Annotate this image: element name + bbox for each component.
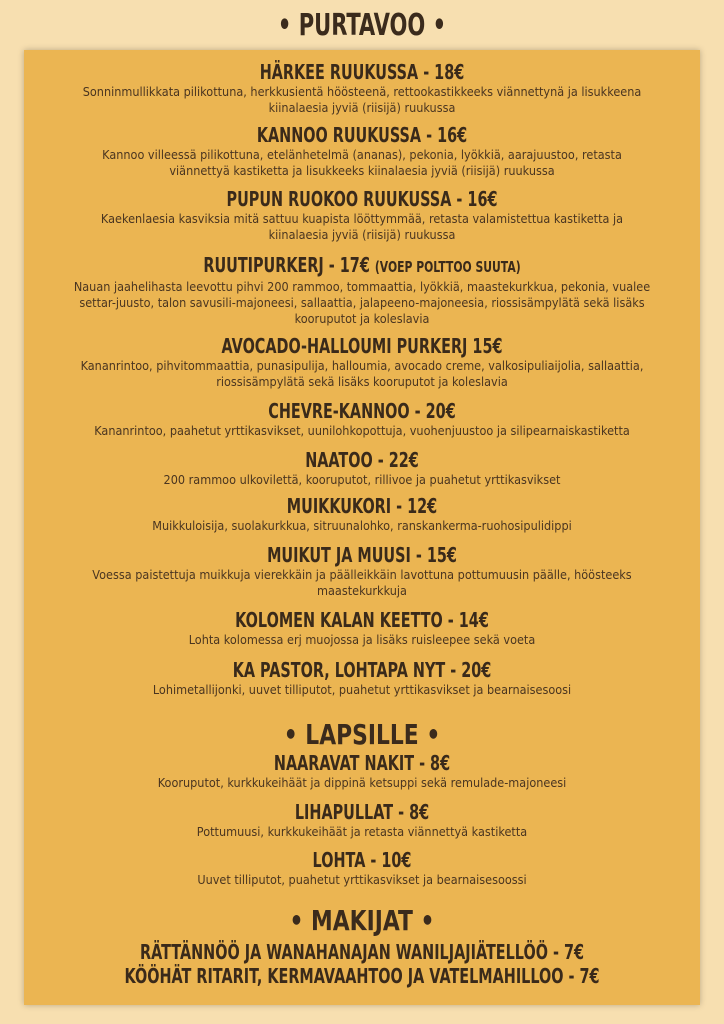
menu-item <box>24 253 700 327</box>
menu-title-purtavoo: • PURTAVOO • <box>277 8 447 43</box>
menu-item <box>24 800 700 840</box>
item-name: KANNOO RUUKUSSA - 16€ <box>256 123 468 147</box>
menu-item <box>24 448 700 488</box>
item-name <box>119 253 606 279</box>
item-description: Kannoo villeessä pilikottuna, etelänhetelmä (ananas), pekonia, lyökkiä, aarajuustoo, retasta viännettyä kastiketta ja lisukkeeks kiinalaesia jyviä (riisijä) ruukussa <box>102 148 622 178</box>
item-name: AVOCADO-HALLOUMI PURKERJ 15€ <box>221 334 503 358</box>
item-name: MUIKUT JA MUUSI - 15€ <box>267 543 457 567</box>
menu-item <box>24 964 700 988</box>
menu-panel <box>24 50 700 1005</box>
item-description: Muikkuloisija, suolakurkkua, sitruunalohko, ranskankerma-ruohosipulidippi <box>152 519 572 533</box>
section-title-lapsille: • LAPSILLE • <box>283 718 441 751</box>
item-name-text: RUUTIPURKERJ - 17€ <box>203 253 375 277</box>
item-description: Kooruputot, kurkkukeihäät ja dippinä ketsuppi sekä remulade-majoneesi <box>157 776 567 790</box>
item-description: Uuvet tilliputot, puahetut yrttikasvikset ja bearnaisesoossi <box>197 873 527 887</box>
item-description: Lohta kolomessa erj muojossa ja lisäks ruisleepee sekä voeta <box>188 633 536 647</box>
item-name: HÄRKEE RUUKUSSA - 18€ <box>259 60 465 84</box>
item-description: Nauan jaahelihasta leevottu pihvi 200 rammoo, tommaattia, lyökkiä, maastekurkkua, pekonia, vualee settar-juusto, talon savusili-majoneesi, sallaattia, jalapeeno-majoneesia, riossisämpylätä sekä lisäks kooruputot ja koleslavia <box>73 280 651 326</box>
item-description: Sonninmullikkata pilikottuna, herkkusientä höösteenä, rettookastikkeeks viännettynä ja lisukkeena kiinalaesia jyviä (riisijä) ruukussa <box>82 85 642 115</box>
item-name: NAATOO - 22€ <box>305 448 419 472</box>
menu-item <box>24 334 700 390</box>
menu-item <box>24 494 700 534</box>
item-name: NAARAVAT NAKIT - 8€ <box>273 751 451 775</box>
item-name-note: (VOEP POLTTOO SUUTA) <box>374 258 521 276</box>
item-description: Lohimetallijonki, uuvet tilliputot, puahetut yrttikasvikset ja bearnaisesoosi <box>152 683 572 697</box>
menu-item <box>24 399 700 439</box>
item-name: KA PASTOR, LOHTAPA NYT - 20€ <box>232 658 492 682</box>
item-description: Voessa paistettuja muikkuja vierekkäin ja päälleikkäin lavottuna pottumuusin päälle, höösteeks maastekurkkuja <box>92 568 632 598</box>
item-name: LOHTA - 10€ <box>312 848 412 872</box>
item-description: Kananrintoo, paahetut yrttikasvikset, uunilohkopottuja, vuohenjuustoo ja silipearnaiskastiketta <box>94 424 630 438</box>
item-name: CHEVRE-KANNOO - 20€ <box>268 399 456 423</box>
menu-item <box>24 187 700 243</box>
item-name: RÄTTÄNNÖÖ JA WANAHANAJAN WANILJAJIÄTELLÖÖ - 7€ <box>139 940 584 964</box>
item-name: KOLOMEN KALAN KEETTO - 14€ <box>235 608 489 632</box>
menu-item <box>24 123 700 179</box>
menu-item <box>24 751 700 791</box>
item-description: Kaekenlaesia kasviksia mitä sattuu kuapista lööttymmää, retasta valamistettua kastiketta ja kiinalaesia jyviä (riisijä) ruukussa <box>100 212 624 242</box>
menu-item <box>24 658 700 698</box>
item-description: Kananrintoo, pihvitommaattia, punasipulija, halloumia, avocado creme, valkosipuliaijolia, sallaattia, riossisämpylätä sekä lisäks kooruputot ja koleslavia <box>80 359 644 389</box>
menu-item <box>24 60 700 116</box>
menu-item <box>24 940 700 964</box>
item-description: 200 rammoo ulkovilettä, kooruputot, rillivoe ja puahetut yrttikasvikset <box>163 473 561 487</box>
menu-item <box>24 608 700 648</box>
item-name: PUPUN RUOKOO RUUKUSSA - 16€ <box>226 187 498 211</box>
item-name: MUIKKUKORI - 12€ <box>286 494 438 518</box>
item-name: LIHAPULLAT - 8€ <box>294 800 430 824</box>
section-title-makijat: • MAKIJAT • <box>289 904 435 937</box>
menu-item <box>24 848 700 888</box>
menu-item <box>24 543 700 599</box>
item-description: Pottumuusi, kurkkukeihäät ja retasta viännettyä kastiketta <box>196 825 528 839</box>
item-name: KÖÖHÄT RITARIT, KERMAVAAHTOO JA VATELMAHILLOO - 7€ <box>124 964 600 988</box>
